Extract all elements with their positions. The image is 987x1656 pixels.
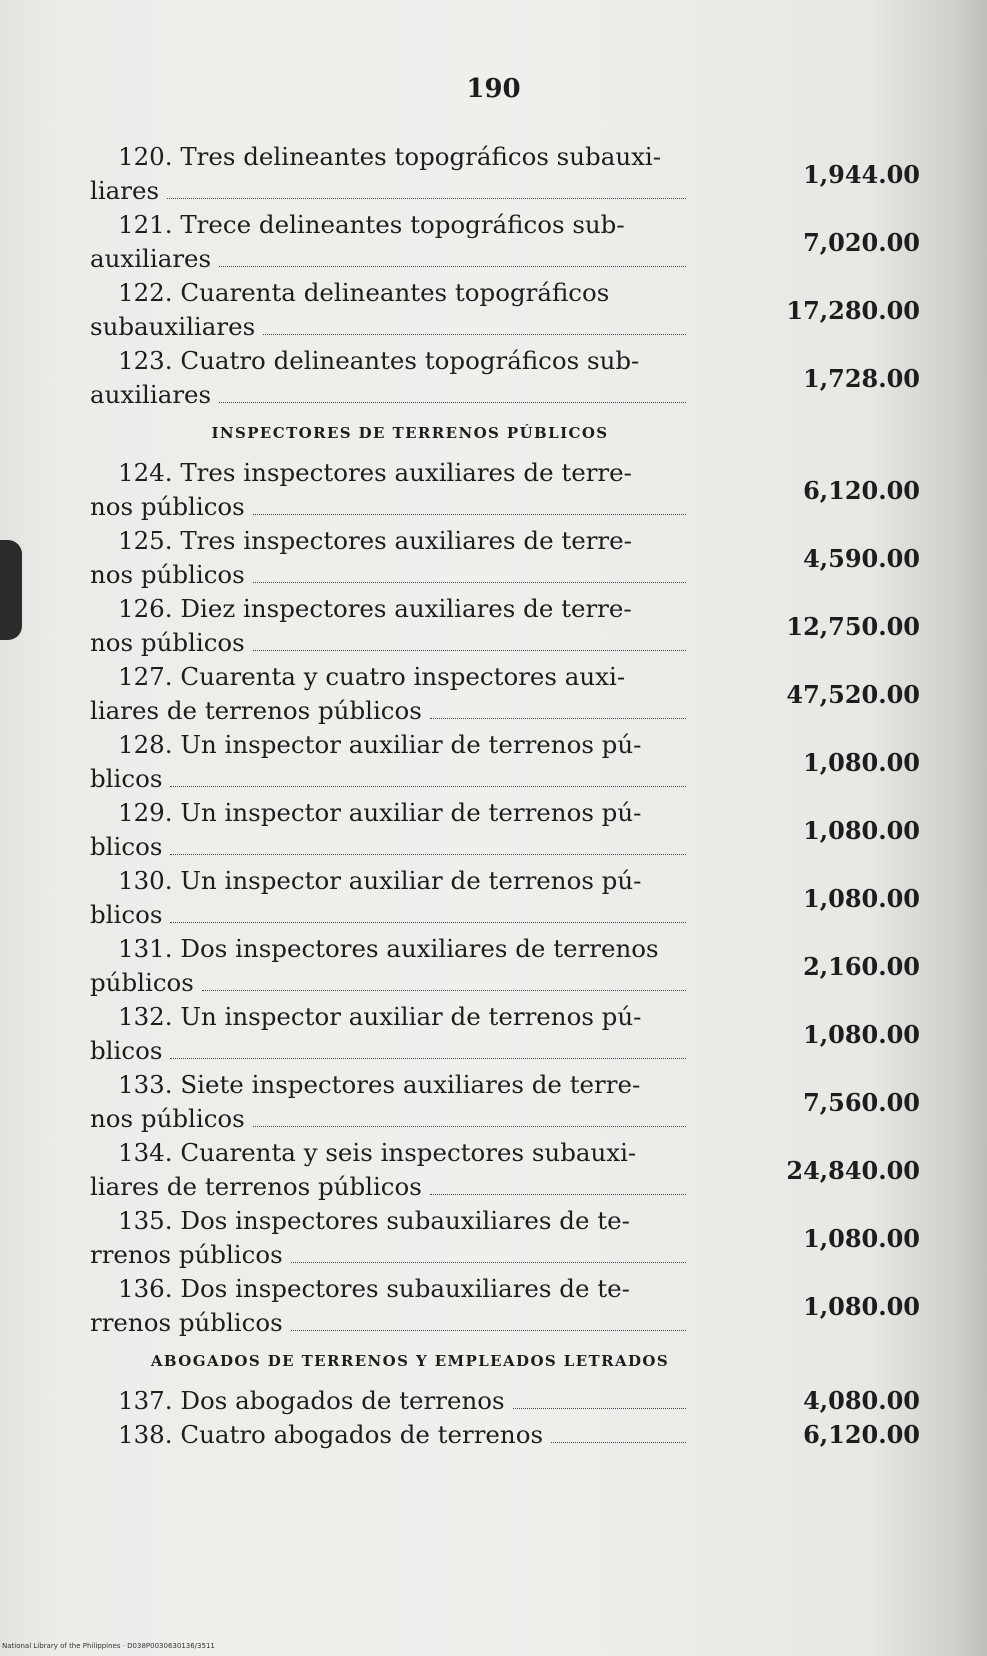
list-item [90, 456, 920, 524]
dot-leader [291, 1329, 686, 1331]
entry-continuation: auxiliares [90, 244, 212, 273]
entry-line-2 [90, 174, 690, 208]
entry-line-1: 121. Trece delineantes topográficos sub- [118, 210, 625, 239]
entry-line-1: 127. Cuarenta y cuatro inspectores auxi- [118, 662, 626, 691]
entry-line-2 [90, 490, 690, 524]
entry-line-2 [90, 378, 690, 412]
dot-leader [253, 581, 686, 583]
entry-continuation: rrenos públicos [90, 1308, 283, 1337]
entry-amount: 7,020.00 [803, 228, 920, 257]
entry-line-2 [90, 966, 690, 1000]
entry-continuation: auxiliares [90, 380, 212, 409]
entry-line-1: 128. Un inspector auxiliar de terrenos pú- [118, 730, 642, 759]
entry-continuation: nos públicos [90, 560, 245, 589]
list-item [90, 1272, 920, 1340]
entry-amount: 47,520.00 [786, 680, 920, 709]
list-item [90, 864, 920, 932]
entry-line-2 [90, 1034, 690, 1068]
dot-leader [430, 717, 686, 719]
scan-footer: National Library of the Philippines · D038P0030630136/3511 [2, 1642, 215, 1650]
page-number: 190 [466, 74, 521, 104]
entry-amount: 1,944.00 [803, 160, 920, 189]
entry-line-2 [90, 1170, 690, 1204]
list-item [90, 344, 920, 412]
dot-leader [430, 1193, 686, 1195]
entry-amount: 6,120.00 [803, 1420, 920, 1449]
entry-continuation: blicos [90, 900, 163, 929]
entry-amount: 2,160.00 [803, 952, 920, 981]
dot-leader [170, 853, 686, 855]
list-item [90, 1384, 920, 1418]
entry-line-2 [90, 694, 690, 728]
entry-line-1: 125. Tres inspectores auxiliares de terre- [118, 526, 632, 555]
entry-line-2 [90, 1306, 690, 1340]
dot-leader [202, 989, 686, 991]
dot-leader [513, 1407, 686, 1409]
entry-line-2 [90, 762, 690, 796]
entry-line-1: 124. Tres inspectores auxiliares de terre- [118, 458, 632, 487]
entries-inspectores [90, 456, 920, 1340]
list-item [90, 728, 920, 796]
entry-continuation: blicos [90, 832, 163, 861]
entry-continuation: nos públicos [90, 492, 245, 521]
entry-line-2 [90, 1102, 690, 1136]
dot-leader [291, 1261, 686, 1263]
entry-line [90, 1418, 690, 1452]
list-item [90, 660, 920, 728]
entry-line-2 [90, 830, 690, 864]
entry-line-1: 132. Un inspector auxiliar de terrenos pú- [118, 1002, 642, 1031]
entry-amount: 1,080.00 [803, 816, 920, 845]
entry-line-1: 120. Tres delineantes topográficos subauxi- [118, 142, 662, 171]
entry-amount: 4,080.00 [803, 1386, 920, 1415]
entry-continuation: liares de terrenos públicos [90, 1172, 422, 1201]
entry-amount: 1,080.00 [803, 1292, 920, 1321]
entry-amount: 4,590.00 [803, 544, 920, 573]
list-item [90, 1418, 920, 1452]
entry-amount: 24,840.00 [786, 1156, 920, 1185]
list-item [90, 796, 920, 864]
entry-line-1: 136. Dos inspectores subauxiliares de te- [118, 1274, 630, 1303]
list-item [90, 1068, 920, 1136]
page-body [90, 140, 920, 1452]
entry-line-1: 129. Un inspector auxiliar de terrenos pú- [118, 798, 642, 827]
entry-amount: 17,280.00 [786, 296, 920, 325]
entry-line-1: 122. Cuarenta delineantes topográficos [118, 278, 610, 307]
list-item [90, 208, 920, 276]
entry-line-2 [90, 898, 690, 932]
dot-leader [170, 921, 686, 923]
list-item [90, 1000, 920, 1068]
dot-leader [170, 1057, 686, 1059]
list-item [90, 276, 920, 344]
entry-continuation: públicos [90, 968, 194, 997]
dot-leader [551, 1441, 686, 1443]
entry-line-2 [90, 626, 690, 660]
page-edge-shadow [0, 540, 22, 640]
dot-leader [253, 513, 686, 515]
entry-line-2 [90, 558, 690, 592]
entries-abogados [90, 1384, 920, 1452]
entry-line-2 [90, 310, 690, 344]
list-item [90, 932, 920, 1000]
entry-continuation: liares [90, 176, 160, 205]
list-item [90, 592, 920, 660]
list-item [90, 1136, 920, 1204]
section-heading-abogados: ABOGADOS DE TERRENOS Y EMPLEADOS LETRADOS [150, 1352, 670, 1370]
entry-continuation: blicos [90, 1036, 163, 1065]
entry-line-1: 123. Cuatro delineantes topográficos sub- [118, 346, 640, 375]
entry-line-1: 131. Dos inspectores auxiliares de terrenos [118, 934, 659, 963]
entry-continuation: liares de terrenos públicos [90, 696, 422, 725]
entry-continuation: nos públicos [90, 1104, 245, 1133]
entries-delineantes [90, 140, 920, 412]
list-item [90, 524, 920, 592]
entry-amount: 1,728.00 [803, 364, 920, 393]
entry-amount: 7,560.00 [803, 1088, 920, 1117]
list-item [90, 1204, 920, 1272]
entry-continuation: rrenos públicos [90, 1240, 283, 1269]
dot-leader [263, 333, 686, 335]
list-item [90, 140, 920, 208]
entry-line-1: 135. Dos inspectores subauxiliares de te- [118, 1206, 630, 1235]
dot-leader [219, 265, 686, 267]
entry-amount: 12,750.00 [786, 612, 920, 641]
entry-amount: 1,080.00 [803, 748, 920, 777]
entry-line [90, 1384, 690, 1418]
entry-continuation: nos públicos [90, 628, 245, 657]
dot-leader [170, 785, 686, 787]
entry-amount: 1,080.00 [803, 1020, 920, 1049]
entry-amount: 6,120.00 [803, 476, 920, 505]
entry-line-2 [90, 242, 690, 276]
entry-continuation: blicos [90, 764, 163, 793]
dot-leader [219, 401, 686, 403]
dot-leader [253, 649, 686, 651]
entry-line-1: 134. Cuarenta y seis inspectores subauxi- [118, 1138, 637, 1167]
entry-line-1: 133. Siete inspectores auxiliares de terre- [118, 1070, 641, 1099]
entry-text: 138. Cuatro abogados de terrenos [118, 1420, 544, 1449]
entry-amount: 1,080.00 [803, 1224, 920, 1253]
section-heading-inspectores: INSPECTORES DE TERRENOS PÚBLICOS [211, 424, 609, 442]
entry-amount: 1,080.00 [803, 884, 920, 913]
dot-leader [167, 197, 686, 199]
entry-line-1: 126. Diez inspectores auxiliares de terre- [118, 594, 632, 623]
entry-line-2 [90, 1238, 690, 1272]
entry-text: 137. Dos abogados de terrenos [118, 1386, 505, 1415]
dot-leader [253, 1125, 686, 1127]
entry-continuation: subauxiliares [90, 312, 256, 341]
entry-line-1: 130. Un inspector auxiliar de terrenos pú- [118, 866, 642, 895]
